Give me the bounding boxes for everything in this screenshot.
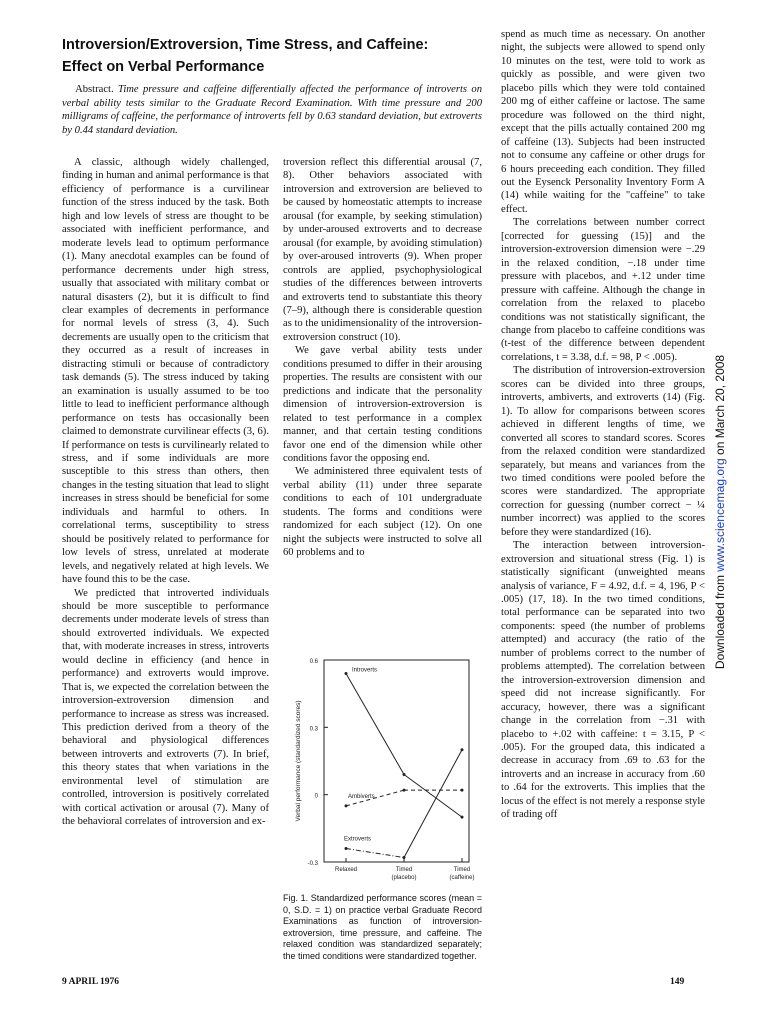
figure-caption: Fig. 1. Standardized performance scores (mean = 0, S.D. = 1) on practice verbal Graduate Record Examinations as function of introversion-extroversion, time pressure, and caffeine. The relaxed condition was standardized separately; the timed conditions were standardized together. <box>283 893 482 961</box>
paragraph: We predicted that introverted individuals should be more susceptible to performance decrements under moderate levels of stress than should extroverted individuals. We expected that, with moderate increases in stress, introverts would decline in efficiency (and hence in performance) and extroverts would improve. That is, we expected the correlation between the introversion-extroversion dimension and performance to increase as stress was increased. This prediction derived from a theory of the behavioral and physiological differences between introverts and extroverts (7). In brief, this theory states that when variations in the environmental level of stimulation are controlled, introversion is positively correlated with cortical activation or arousal (7). Many of the behavioral correlates of introversion and ex- <box>62 587 269 828</box>
series-label: Introverts <box>352 667 378 674</box>
x-tick-label: Timed <box>395 867 413 873</box>
article-title <box>62 34 482 78</box>
paragraph: A classic, although widely challenged, finding in human and animal performance is that efficiency of performance is a curvilinear function of the stress induced by the task. Both high and low levels of stress are thought to be associated with inefficient performance, and moderate levels lead to optimum performance (1). Many anecdotal examples can be found of performance decrements under high stress, usually that associated with military combat or natural disasters (2), but it is difficult to find clear examples of decrements in performance for normal levels of stress (3, 4). Such decrements are usually open to the criticism that they occurred as a result of increases in distracting stimuli or because of contradictory task demands (5). The stress induced by taking an examination is usually assumed to be too little to lead to inefficient performance although performance on tests has occasionally been claimed to demonstrate curvilinear effects (3, 6). If performance on tests is curvilinearly related to stress, and if some individuals are more susceptible to this stress than others, then changes in the testing situation that lead to slight increases in stress should be beneficial for some individuals and harmful to others. In correlational terms, susceptibility to stress should be positively related to performance for low levels of stress, unrelated at moderate levels, and negatively related at high levels. We have found this to be the case. <box>62 157 269 586</box>
download-notice <box>713 355 727 669</box>
y-tick-label: 0.3 <box>309 726 318 733</box>
y-tick-label: 0 <box>314 793 318 800</box>
paragraph: spend as much time as necessary. On another night, the subjects were allowed to spend only 10 minutes on the test, were told to work as quickly as possible, and were given two placebo pills which they were told contained 200 mg of either caffeine or lactose. The same procedure was followed on the third night, except that the pills actually contained 200 mg of caffeine (13). Subjects had been instructed not to consume any caffeine or other drugs for 6 hours preceeding each condition. They filled out the Eysenck Personality Inventory Form A (14) while waiting for the "caffeine" to take effect. <box>501 29 705 215</box>
abstract-label: Abstract. <box>75 84 114 95</box>
x-tick-label: (placebo) <box>391 875 417 881</box>
y-tick-label: -0.3 <box>307 861 318 867</box>
data-point-extroverts <box>461 748 464 751</box>
data-point-introverts <box>345 672 348 675</box>
figure-1 <box>284 652 484 887</box>
paragraph: troversion reflect this differential arousal (7, 8). Other behaviors associated with introversion and extroversion are believed to be caused by homeostatic attempts to increase arousal (for example, by seeking stimulation) by under-aroused extroverts and to decrease arousal (for example, by avoiding stimulation) by over-aroused introverts (9). When proper controls are applied, psychophysiological studies of the differences between introverts and extroverts tend to substantiate this theory (7–9), although there is considerable question as to the unidimensionality of the introversion-extroversion construct (10). <box>283 157 482 343</box>
data-point-introverts <box>461 816 464 819</box>
line-chart <box>284 652 484 887</box>
data-point-extroverts <box>403 856 406 859</box>
body-column-2 <box>283 156 482 560</box>
data-point-ambiverts <box>461 789 464 792</box>
paragraph: The distribution of introversion-extroversion scores can be divided into three groups, introverts, ambiverts, and extroverts (14) (Fig. 1). To allow for comparisons between scores achieved in different lengths of time, we converted all scores to standard scores. Scores from the relaxed condition were standardized separately, but means and variances from the two timed conditions were pooled before the scores were standardized. The appropriate correction for guessing (number correct − ¼ number incorrect) was applied to the scores before they were standardized (16). <box>501 365 705 538</box>
series-label: Extroverts <box>344 836 372 843</box>
series-segment-extroverts <box>346 849 404 858</box>
data-point-introverts <box>403 773 406 776</box>
x-tick-label: Timed <box>453 867 471 873</box>
body-column-1 <box>62 156 269 829</box>
paragraph: We administered three equivalent tests of verbal ability (11) under three separate conditions to each of 101 undergraduate students. The forms and conditions were randomized for each subject (12). On one night the subjects were instructed to solve all 60 problems and to <box>283 466 482 559</box>
series-segment-extroverts <box>404 750 462 858</box>
footer-date: 9 APRIL 1976 <box>62 977 120 987</box>
paragraph: We gave verbal ability tests under conditions presumed to differ in their arousing properties. The results are consistent with our predictions and indicate that the personality dimension of introversion-extroversion is related to test performance in a complex manner, and that certain testing conditions favor one end of the dimension while other conditions favor the opposing end. <box>283 345 482 464</box>
abstract <box>62 83 482 137</box>
data-point-extroverts <box>345 847 348 850</box>
download-prefix: Downloaded from <box>713 571 727 670</box>
x-tick-label: (caffeine) <box>449 875 475 881</box>
x-tick-label: Relaxed <box>334 867 358 873</box>
series-label: Ambiverts <box>348 793 375 800</box>
data-point-ambiverts <box>403 789 406 792</box>
y-tick-label: 0.6 <box>309 659 318 665</box>
title-line-1: Introversion/Extroversion, Time Stress, and Caffeine: <box>62 37 429 53</box>
body-column-3 <box>501 28 705 822</box>
download-suffix: on March 20, 2008 <box>713 354 727 459</box>
page-number: 149 <box>670 977 685 987</box>
data-point-ambiverts <box>345 804 348 807</box>
paragraph: The interaction between introversion-extroversion and situational stress (Fig. 1) is statistically significant (unweighted means analysis of variance, F = 4.92, d.f. = 4, 196, P < .005) (17, 18). In the two timed conditions, total performance can be separated into two components: speed (the number of problems attempted) and accuracy (the ratio of the number of problems correct to the number of problems attempted). The correlation between the introversion-extroversion dimension and speed did not increase significantly. For accuracy, however, there was a significant change in the correlation from −.31 with placebo to +.02 with caffeine: t = 3.15, P < .005). For the grouped data, this indicated a decrease in accuracy from .69 to .63 for the introverts and an increase in accuracy from .60 to .64 for the extroverts. This implies that the locus of the effect is not merely a response style of trading off <box>501 540 705 821</box>
y-axis-label: Verbal performance (standardized scores) <box>295 700 302 822</box>
series-segment-introverts <box>404 774 462 817</box>
abstract-text: Time pressure and caffeine differentially affected the performance of introverts on verbal ability tests similar to the Graduate Record Examination. With time pressure and 200 milligrams of caffeine, the performance of introverts fell by 0.63 standard deviation, but extroverts by 0.44 standard deviation. <box>62 84 482 136</box>
series-segment-introverts <box>346 673 404 774</box>
sciencemag-link[interactable]: www.sciencemag.org <box>713 458 727 572</box>
paragraph: The correlations between number correct [corrected for guessing (15)] and the introversion-extroversion dimension were −.29 in the relaxed condition, −.18 under time pressure with placebos, and +.12 under time pressure with caffeine. Although the change in correlation from the relaxed to placebo conditions was not statistically significant, the change from placebo to caffeine conditions was (t-test of the difference between dependent correlations, t = 3.38, d.f. = 98, P < .005). <box>501 217 705 363</box>
title-line-2: Effect on Verbal Performance <box>62 59 265 75</box>
